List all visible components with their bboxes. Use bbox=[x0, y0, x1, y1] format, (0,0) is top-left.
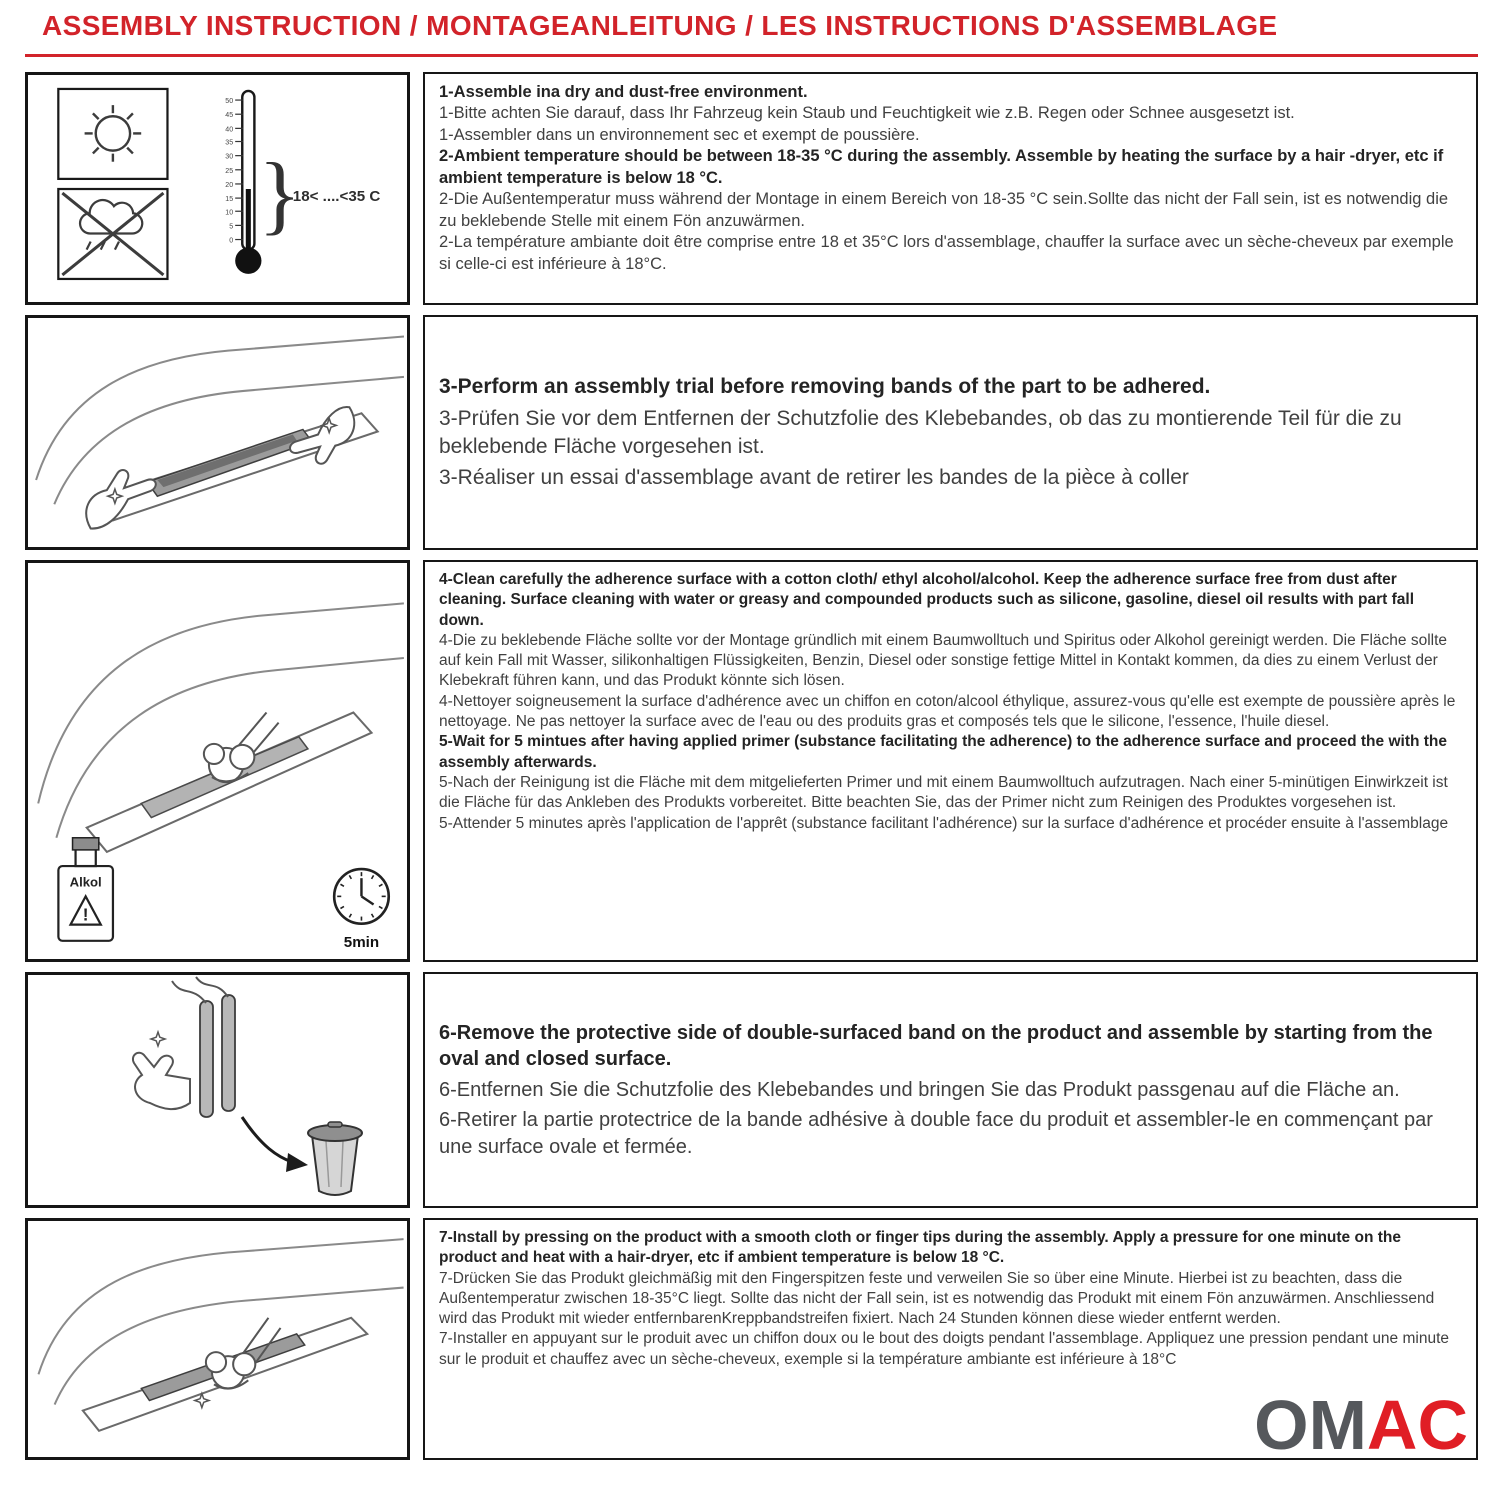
alcohol-bottle-icon bbox=[58, 838, 113, 941]
svg-text:40: 40 bbox=[225, 126, 234, 134]
instruction-4-fr: 4-Nettoyer soigneusement la surface d'adhérence avec un chiffon en coton/alcool éthylique, assurez-vous qu'elle est exempte de poussière après le nettoyage. Ne pas nettoyer la surface avec de l'eau ou des produits gras et composés tels que le silicone, l'essence, l'huile diesel. bbox=[439, 692, 1456, 731]
instruction-1-en: 1-Assemble ina dry and dust-free environment. bbox=[439, 83, 808, 101]
illustration-remove-band-box bbox=[25, 972, 410, 1208]
instruction-3-en: 3-Perform an assembly trial before removing bands of the part to be adhered. bbox=[439, 375, 1211, 399]
illustration-press-install-box bbox=[25, 1218, 410, 1460]
thermometer-icon bbox=[225, 91, 380, 274]
instructions-remove-band-text bbox=[423, 972, 1478, 1208]
press-product-illustration bbox=[28, 1221, 407, 1457]
instructions-environment-text bbox=[423, 72, 1478, 305]
instruction-1-fr: 1-Assembler dans un environnement sec et exempt de poussière. bbox=[439, 125, 920, 144]
instructions-clean-primer-text bbox=[423, 560, 1478, 962]
instruction-6-fr: 6-Retirer la partie protectrice de la bande adhésive à double face du produit et assembler-le en commençant par une surface ovale et fermée. bbox=[439, 1109, 1433, 1158]
instruction-2-fr: 2-La température ambiante doit être comprise entre 18 et 35°C lors d'assemblage, chauffer la surface avec un sèche-cheveux par exemple si celle-ci est inférieure à 18°C. bbox=[439, 233, 1454, 273]
trash-can-icon bbox=[308, 1122, 362, 1195]
sun-icon bbox=[58, 89, 167, 179]
section-clean-and-primer bbox=[25, 560, 1478, 962]
instructions-assembly-trial-text bbox=[423, 315, 1478, 550]
instruction-6-de: 6-Entfernen Sie die Schutzfolie des Klebebandes und bringen Sie das Produkt passgenau auf die Fläche an. bbox=[439, 1078, 1400, 1101]
section-environment-temperature bbox=[25, 72, 1478, 305]
instruction-4-de: 4-Die zu beklebende Fläche sollte vor der Montage gründlich mit einem Baumwolltuch und Spiritus oder Alkohol gereinigt werden. Die Fläche sollte auf kein Fall mit Wasser, silikonhaltigen Flüssigkeiten, Benzin, Diesel oder sonstige fettige Mittel in Kontakt kommen, da dies zu einem Verlust der Klebekraft führen kann, und das Produkt könnte sich lösen. bbox=[439, 631, 1448, 690]
svg-text:35: 35 bbox=[225, 139, 234, 147]
sparkle-icon bbox=[151, 1032, 165, 1046]
svg-text:20: 20 bbox=[225, 181, 234, 189]
instruction-6-en: 6-Remove the protective side of double-surfaced band on the product and assemble by starting from the oval and closed surface. bbox=[439, 1022, 1433, 1071]
peel-band-trash-illustration bbox=[28, 975, 407, 1205]
clock-label: 5min bbox=[343, 933, 380, 951]
instruction-7-en: 7-Install by pressing on the product with a smooth cloth or finger tips during the assembly. Apply a pressure for one minute on the product and heat with a hair-dryer, etc if ambient temperature is below 18 °C. bbox=[439, 1229, 1401, 1267]
svg-text:0: 0 bbox=[229, 237, 234, 245]
title-underline bbox=[25, 54, 1478, 57]
svg-text:30: 30 bbox=[225, 153, 234, 161]
svg-text:5: 5 bbox=[229, 223, 234, 231]
thermometer-scale-labels bbox=[225, 98, 233, 244]
temp-range-label: 18< ....<35 C bbox=[292, 188, 381, 206]
instruction-5-en: 5-Wait for 5 mintues after having applied primer (substance facilitating the adherence) to the adherence surface and proceed the with the assembly afterwards. bbox=[439, 733, 1447, 771]
instruction-3-de: 3-Prüfen Sie vor dem Entfernen der Schutzfolie des Klebebandes, ob das zu montierende Teil für die zu beklebende Fläche vorgesehen ist. bbox=[439, 406, 1402, 458]
illustration-environment-box bbox=[25, 72, 410, 305]
door-sill-trial-illustration bbox=[28, 318, 407, 547]
instruction-1-de: 1-Bitte achten Sie darauf, dass Ihr Fahrzeug kein Staub und Feuchtigkeit wie z.B. Regen oder Schnee ausgesetzt ist. bbox=[439, 104, 1295, 123]
door-sill-cleaning-illustration bbox=[28, 563, 407, 959]
instruction-7-de: 7-Drücken Sie das Produkt gleichmäßig mit den Fingerspitzen feste und verweilen Sie so über eine Minute. Hierbei ist zu beachten, dass die Außentemperatur zwischen 18-35°C liegt. Sollte das nicht der Fall sein, ist es notwendig das Produkt mit einem Fön anzuwärmen. Anschliessend wird das Produkt mit wieder entfernbarenKreppbandstreifen fixiert. Nach 24 Stunden können diese wieder entfernt werden. bbox=[439, 1269, 1435, 1328]
section-assembly-trial bbox=[25, 315, 1478, 550]
svg-text:25: 25 bbox=[225, 167, 234, 175]
instruction-5-fr: 5-Attender 5 minutes après l'application de l'apprêt (substance facilitant l'adhérence) sur la surface d'adhérence et procéder ensuite à l'assemblage bbox=[439, 814, 1449, 832]
instruction-2-de: 2-Die Außentemperatur muss während der Montage in einem Bereich von 18-35 °C sein.Sollte das nicht der Fall sein, ist es notwendig die zu beklebende Stelle mit einem Fön anzuwärmen. bbox=[439, 190, 1449, 230]
arrowhead bbox=[286, 1153, 308, 1172]
omac-logo-om: OM bbox=[1254, 1386, 1367, 1464]
svg-text:50: 50 bbox=[225, 98, 234, 106]
svg-text:!: ! bbox=[82, 904, 89, 925]
illustration-cleaning-box bbox=[25, 560, 410, 962]
instruction-7-fr: 7-Installer en appuyant sur le produit avec un chiffon doux ou le bout des doigts pendant l'assemblage. Appliquez une pression pendant une minute sur le produit et chauffez avec un sèche-cheveux, exemple si la température ambiante est inférieure à 18°C bbox=[439, 1330, 1450, 1368]
omac-logo-ac: AC bbox=[1366, 1386, 1468, 1464]
environment-illustration bbox=[28, 75, 407, 302]
svg-text:10: 10 bbox=[225, 209, 234, 217]
section-remove-band bbox=[25, 972, 1478, 1208]
instruction-3-fr: 3-Réaliser un essai d'assemblage avant de retirer les bandes de la pièce à coller bbox=[439, 466, 1189, 490]
no-rain-icon bbox=[58, 189, 167, 279]
holding-hand-sketch bbox=[133, 1053, 190, 1109]
svg-text:15: 15 bbox=[225, 196, 234, 204]
temp-scale-brace: } bbox=[258, 145, 302, 244]
clock-icon bbox=[334, 869, 389, 951]
arrow-to-trash bbox=[242, 1117, 292, 1162]
page-title: ASSEMBLY INSTRUCTION / MONTAGEANLEITUNG / LES INSTRUCTIONS D'ASSEMBLAGE bbox=[42, 10, 1278, 41]
omac-logo bbox=[1254, 1386, 1468, 1464]
instruction-5-de: 5-Nach der Reinigung ist die Fläche mit dem mitgelieferten Primer und mit einem Baumwolltuch aufzutragen. Nach einer 5-minütigen Einwirkzeit ist die Fläche für das Ankleben des Produkts vorbereitet. Bitte beachten Sie, das der Primer nicht zum Reinigen des Produktes vorgesehen ist. bbox=[439, 773, 1448, 812]
instruction-4-en: 4-Clean carefully the adherence surface with a cotton cloth/ ethyl alcohol/alcohol. Keep the adherence surface free from dust after cleaning. Surface cleaning with water or greasy and compounded products such as silicone, gasoline, diesel oil results with part fall down. bbox=[439, 571, 1415, 629]
bottle-label: Alkol bbox=[69, 874, 102, 890]
illustration-assembly-trial-box bbox=[25, 315, 410, 550]
svg-text:45: 45 bbox=[225, 112, 234, 120]
instruction-2-en: 2-Ambient temperature should be between 18-35 °C during the assembly. Assemble by heating the surface by a hair -dryer, etc if ambient temperature is below 18 °C. bbox=[439, 147, 1444, 187]
